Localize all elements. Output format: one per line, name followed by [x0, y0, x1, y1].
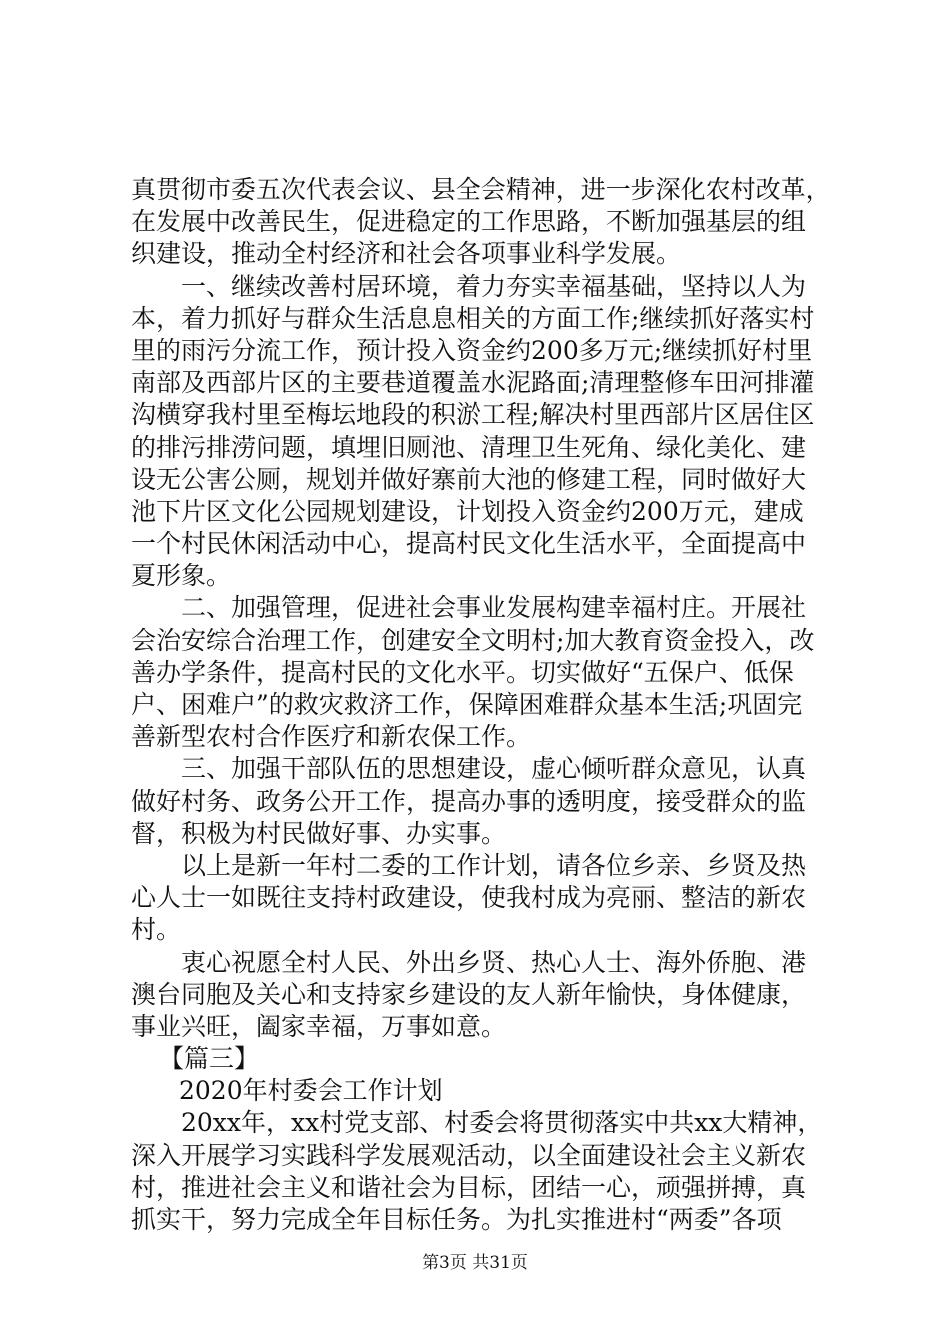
text-line: 以上是新一年村二委的工作计划，请各位乡亲、乡贤及热 — [181, 850, 807, 880]
text-line: 一个村民休闲活动中心，提高村民文化生活水平，全面提高中 — [131, 529, 807, 559]
text-line: 抓实干，努力完成全年目标任务。为扎实推进村“两委”各项 — [131, 1205, 782, 1234]
text-line: 澳台同胞及关心和支持家乡建设的友人新年愉快，身体健康， — [131, 979, 807, 1009]
text-line: 三、加强干部队伍的思想建设，虚心倾听群众意见，认真 — [181, 754, 807, 784]
text-line: 沟横穿我村里至梅坛地段的积淤工程;解决村里西部片区居住区 — [131, 400, 815, 430]
text-line: 南部及西部片区的主要巷道覆盖水泥路面;清理整修车田河排灌 — [131, 368, 815, 398]
text-line: 村。 — [131, 915, 182, 945]
text-line: 事业兴旺，阖家幸福，万事如意。 — [131, 1011, 507, 1041]
text-line: 池下片区文化公园规划建设，计划投入资金约200万元，建成 — [131, 496, 804, 526]
text-line: 设无公害公厕，规划并做好寨前大池的修建工程，同时做好大 — [131, 464, 807, 494]
text-line: 真贯彻市委五次代表会议、县全会精神，进一步深化农村改革， — [131, 175, 831, 204]
text-line: 20xx年，xx村党支部、村委会将贯彻落实中共xx大精神， — [181, 1108, 823, 1138]
text-line: 的排污排涝问题，填埋旧厕池、清理卫生死角、绿化美化、建 — [131, 432, 807, 462]
text-line: 善新型农村合作医疗和新农保工作。 — [131, 722, 532, 752]
document-body — [131, 174, 831, 1236]
text-line: 善办学条件，提高村民的文化水平。切实做好“五保户、低保 — [131, 657, 794, 687]
text-line: 在发展中改善民生，促进稳定的工作思路，不断加强基层的组 — [131, 207, 807, 237]
page-number-label: 第3页 共31页 — [422, 1253, 528, 1273]
text-line: 村，推进社会主义和谐社会为目标，团结一心，顽强拼搏，真 — [131, 1172, 807, 1202]
text-line: 织建设，推动全村经济和社会各项事业科学发展。 — [131, 239, 682, 269]
text-line: 夏形象。 — [131, 561, 232, 591]
page-footer — [0, 1248, 950, 1273]
text-line: 本，着力抓好与群众生活息息相关的方面工作;继续抓好落实村 — [131, 303, 815, 333]
text-line: 深入开展学习实践科学发展观活动，以全面建设社会主义新农 — [131, 1140, 807, 1170]
text-line: 2020年村委会工作计划 — [179, 1076, 443, 1106]
text-line: 二、加强管理，促进社会事业发展构建幸福村庄。开展社 — [181, 593, 807, 623]
text-line: 【篇三】 — [159, 1044, 260, 1074]
text-line: 一、继续改善村居环境，着力夯实幸福基础，坚持以人为 — [181, 271, 807, 301]
text-line: 里的雨污分流工作，预计投入资金约200多万元;继续抓好村里 — [131, 335, 813, 365]
text-line: 心人士一如既往支持村政建设，使我村成为亮丽、整洁的新农 — [131, 883, 807, 913]
text-line: 督，积极为村民做好事、办实事。 — [131, 818, 507, 848]
text-line: 衷心祝愿全村人民、外出乡贤、热心人士、海外侨胞、港 — [181, 947, 807, 977]
text-line: 户、困难户”的救灾救济工作，保障困难群众基本生活;巩固完 — [131, 690, 803, 719]
text-line: 会治安综合治理工作，创建安全文明村;加大教育资金投入，改 — [131, 625, 815, 655]
text-line: 做好村务、政务公开工作，提高办事的透明度，接受群众的监 — [131, 786, 807, 816]
